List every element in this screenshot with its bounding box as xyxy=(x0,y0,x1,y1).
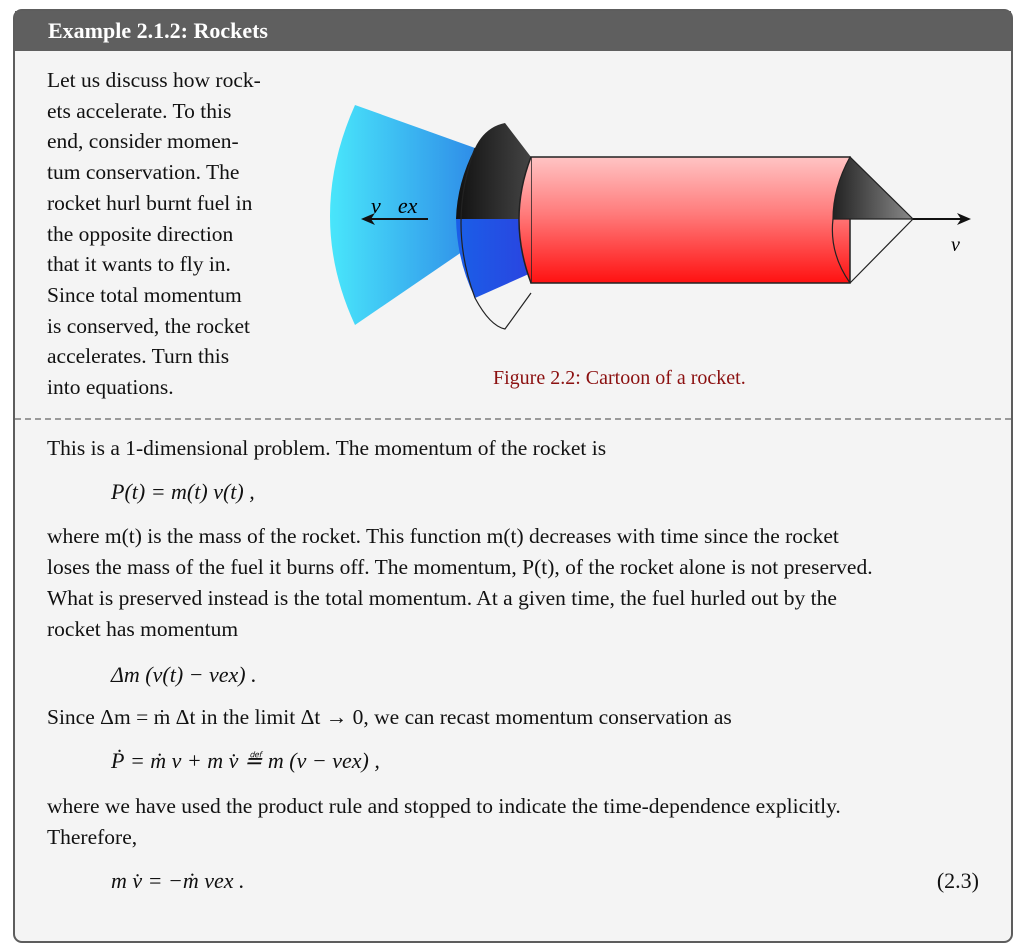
intro-line: end, consider momen- xyxy=(47,129,239,154)
intro-line: Since total momentum xyxy=(47,282,242,307)
v-ex-label: v⃗ex xyxy=(371,193,418,218)
intro-line: ets accelerate. To this xyxy=(47,98,232,123)
equation-momentum: P(t) = m(t) v(t) , xyxy=(111,479,255,504)
paragraph-1: This is a 1-dimensional problem. The momentum of the rocket is xyxy=(47,436,607,460)
rocket-body xyxy=(531,157,850,283)
example-box xyxy=(13,9,1013,943)
paragraph-line: rocket has momentum xyxy=(47,617,239,641)
paragraph-line: where m(t) is the mass of the rocket. This function m(t) decreases with time since the rocket xyxy=(47,524,839,548)
nose-cone xyxy=(833,157,913,219)
intro-line: rocket hurl burnt fuel in xyxy=(47,190,253,215)
intro-line: is conserved, the rocket xyxy=(47,313,250,338)
intro-line: into equations. xyxy=(47,375,174,400)
section-divider xyxy=(15,418,1011,420)
equation-fuel-momentum: Δm (v(t) − vex) . xyxy=(111,662,257,687)
intro-line: the opposite direction xyxy=(47,221,234,246)
intro-text xyxy=(47,65,277,403)
equation-conservation: Ṗ = ṁ v + m v̇ ≝ m (v − vex) , xyxy=(111,748,380,773)
paragraph-2 xyxy=(47,521,987,645)
example-title: Example 2.1.2: Rockets xyxy=(15,11,1011,51)
intro-line: accelerates. Turn this xyxy=(47,344,230,369)
figure-caption: Figure 2.2: Cartoon of a rocket. xyxy=(493,367,746,389)
paragraph-3: Since Δm = ṁ Δt in the limit Δt → 0, we can recast momentum conservation as xyxy=(47,705,732,729)
v-label: v⃗ xyxy=(951,234,976,256)
paragraph-4 xyxy=(47,791,987,853)
paragraph-line: where we have used the product rule and stopped to indicate the time-dependence explicitly. xyxy=(47,794,841,818)
intro-line: tum conservation. The xyxy=(47,160,240,185)
paragraph-line: What is preserved instead is the total momentum. At a given time, the fuel hurled out by the xyxy=(47,586,837,610)
intro-line: Let us discuss how rock- xyxy=(47,68,261,92)
equation-number: (2.3) xyxy=(936,868,979,893)
paragraph-line: Therefore, xyxy=(47,825,138,849)
paragraph-line: loses the mass of the fuel it burns off. The momentum, P(t), of the rocket alone is not preserved. xyxy=(47,555,873,579)
rocket-figure xyxy=(305,93,976,329)
equation-rocket: m v̇ = −ṁ vex . xyxy=(111,868,245,893)
intro-line: that it wants to fly in. xyxy=(47,252,231,277)
